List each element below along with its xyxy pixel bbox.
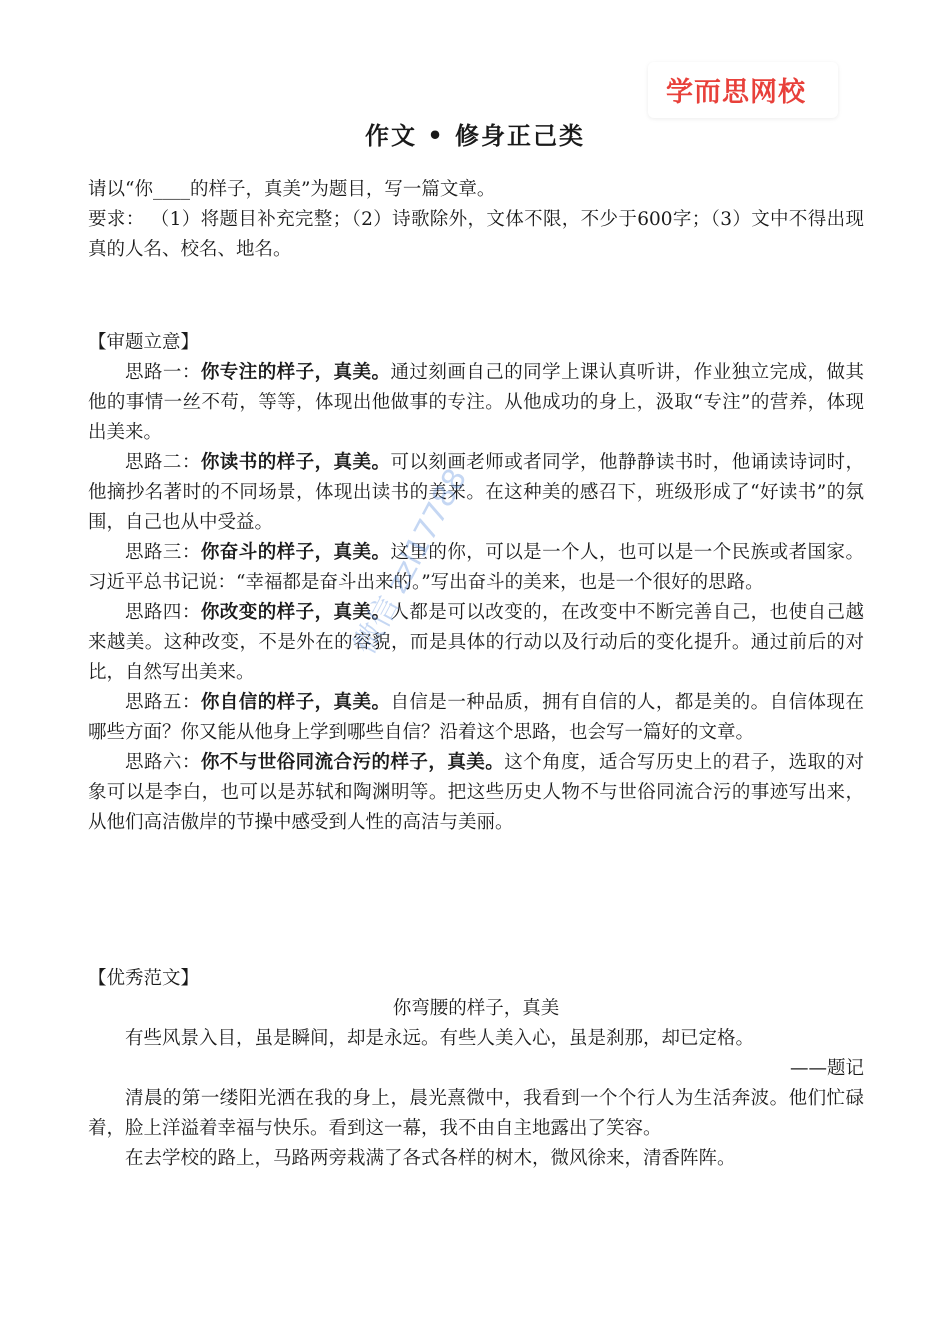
- prompt-line: 请以“你____的样子，真美”为题目，写一篇文章。: [88, 179, 496, 200]
- logo-badge: [648, 62, 838, 118]
- idea-item: [88, 748, 864, 838]
- idea-label: 思路三：: [125, 542, 201, 563]
- brand-logo-text: 学而思网校: [666, 77, 806, 108]
- idea-thesis: 你奋斗的样子，真美。: [200, 542, 391, 563]
- essay-paragraph: 在去学校的路上，马路两旁栽满了各式各样的树木，微风徐来，清香阵阵。: [125, 1148, 736, 1169]
- idea-item: [88, 358, 864, 448]
- idea-label: 思路六：: [125, 752, 201, 773]
- idea-item: [88, 598, 864, 688]
- idea-item: [88, 448, 864, 538]
- idea-text: 通过刻画自己的同学上课认真听讲，作业独立完成，做其他的事情一丝不苟，等等，体现出他做事的专注。从他成功的身上，汲取“专注”的营养，体现出美来。: [88, 362, 864, 443]
- sample-essay: [88, 994, 864, 1174]
- page-title: 作文 • 修身正己类: [364, 121, 586, 150]
- essay-paragraph: 清晨的第一缕阳光洒在我的身上，晨光熹微中，我看到一个个行人为生活奔波。他们忙碌着，脸上洋溢着幸福与快乐。看到这一幕，我不由自主地露出了笑容。: [88, 1088, 864, 1139]
- idea-thesis: 你改变的样子，真美。: [200, 602, 391, 623]
- idea-text: 自信是一种品质，拥有自信的人，都是美的。自信体现在哪些方面？你又能从他身上学到哪些自信？沿着这个思路，也会写一篇好的文章。: [88, 692, 864, 743]
- watermark: 微信 zzl17788: [347, 462, 475, 661]
- essay-epigraph: 有些风景入目，虽是瞬间，却是永远。有些人美入心，虽是刹那，却已定格。: [125, 1028, 755, 1049]
- idea-label: 思路一：: [125, 362, 201, 383]
- idea-label: 思路五：: [125, 692, 201, 713]
- idea-text: 人都是可以改变的，在改变中不断完善自己，也使自己越来越美。这种改变，不是外在的容貌，而是具体的行动以及行动后的变化提升。通过前后的对比，自然写出美来。: [88, 602, 864, 683]
- idea-item: [88, 688, 864, 748]
- idea-thesis: 你读书的样子，真美。: [200, 452, 391, 473]
- essay-title: 你弯腰的样子，真美: [392, 998, 560, 1019]
- prompt-requirements: 要求： （1）将题目补充完整；（2）诗歌除外，文体不限，不少于600字；（3）文中不得出现真的人名、校名、地名。: [88, 209, 864, 260]
- idea-text: 这里的你，可以是一个人，也可以是一个民族或者国家。习近平总书记说：“幸福都是奋斗出来的。”写出奋斗的美来，也是一个很好的思路。: [88, 542, 864, 593]
- idea-label: 思路二：: [125, 452, 201, 473]
- idea-label: 思路四：: [125, 602, 201, 623]
- idea-item: [88, 538, 864, 598]
- idea-list: [88, 358, 864, 838]
- idea-text: 这个角度，适合写历史上的君子，选取的对象可以是李白，也可以是苏轼和陶渊明等。把这些历史人物不与世俗同流合污的事迹写出来，从他们高洁傲岸的节操中感受到人性的高洁与美丽。: [88, 752, 864, 833]
- idea-thesis: 你不与世俗同流合污的样子，真美。: [200, 752, 505, 773]
- idea-thesis: 你专注的样子，真美。: [200, 362, 391, 383]
- epigraph-signature: ——题记: [789, 1058, 864, 1079]
- idea-thesis: 你自信的样子，真美。: [200, 692, 391, 713]
- section-heading-analysis: 【审题立意】: [88, 332, 200, 353]
- essay-prompt: [88, 175, 864, 265]
- idea-text: 可以刻画老师或者同学，他静静读书时，他诵读诗词时，他摘抄名著时的不同场景，体现出读书的美来。在这种美的感召下，班级形成了“好读书”的氛围，自己也从中受益。: [88, 452, 864, 533]
- section-heading-sample-essay: 【优秀范文】: [88, 968, 200, 989]
